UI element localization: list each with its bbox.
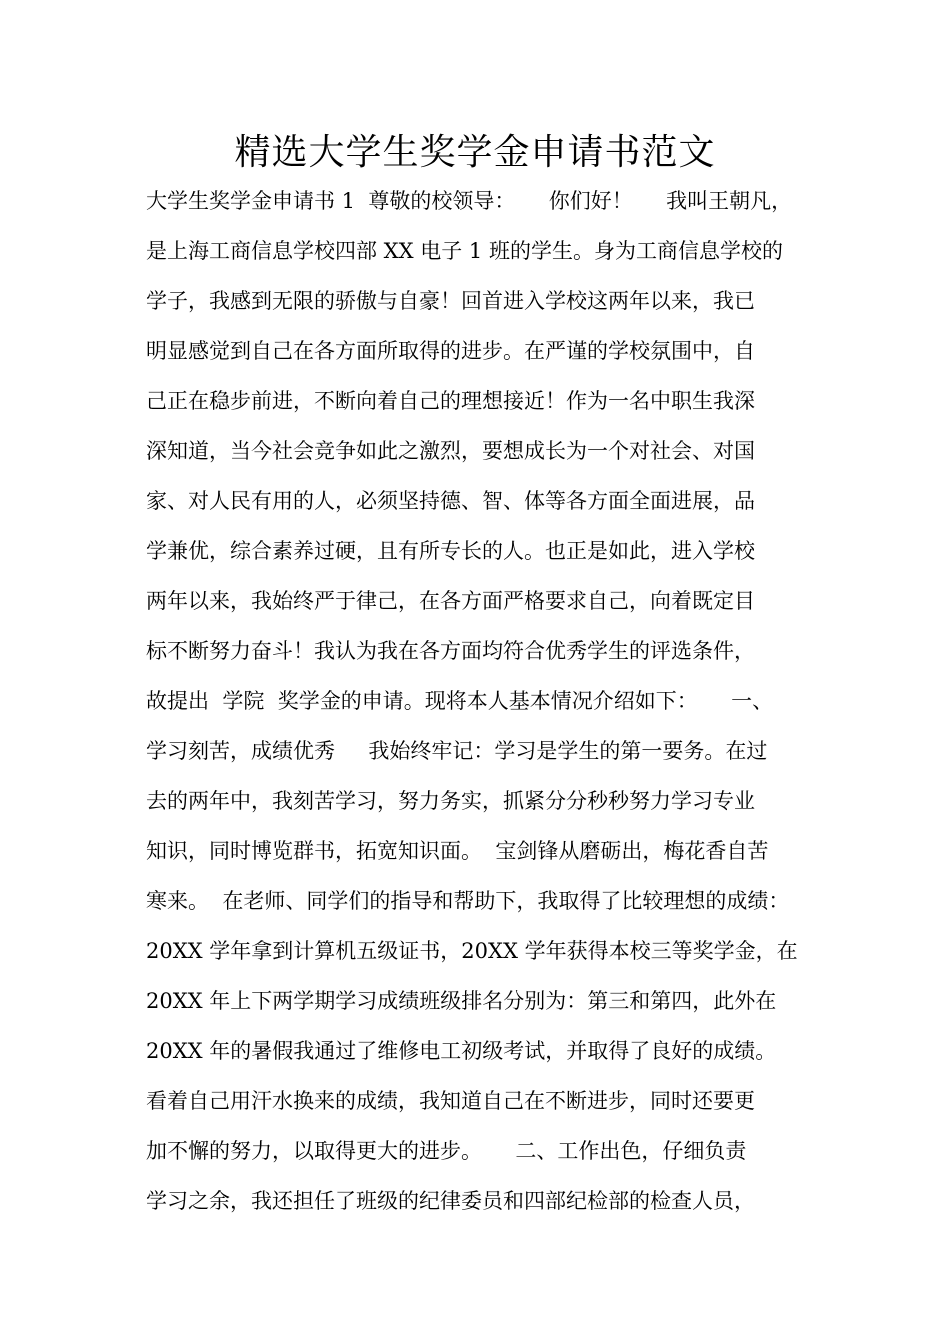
body-line: 学习之余，我还担任了班级的纪律委员和四部纪检部的检查人员， <box>146 1189 755 1213</box>
body-line: 深知道，当今社会竞争如此之激烈，要想成长为一个对社会、对国 <box>146 439 755 463</box>
body-line: 学习刻苦，成绩优秀 我始终牢记：学习是学生的第一要务。在过 <box>146 739 768 763</box>
body-line: 看着自己用汗水换来的成绩，我知道自己在不断进步，同时还要更 <box>146 1089 755 1113</box>
body-line: 寒来。 在老师、同学们的指导和帮助下，我取得了比较理想的成绩： <box>146 889 790 913</box>
body-line: 是上海工商信息学校四部 XX 电子 1 班的学生。身为工商信息学校的 <box>146 239 783 263</box>
document-title: 精选大学生奖学金申请书范文 <box>234 132 716 173</box>
document-body <box>146 176 836 1226</box>
body-line: 知识，同时博览群书，拓宽知识面。 宝剑锋从磨砺出，梅花香自苦 <box>146 839 769 863</box>
body-line: 明显感觉到自己在各方面所取得的进步。在严谨的学校氛围中，自 <box>146 339 755 363</box>
body-line: 家、对人民有用的人，必须坚持德、智、体等各方面全面进展，品 <box>146 489 755 513</box>
body-line: 20XX 年上下两学期学习成绩班级排名分别为：第三和第四，此外在 <box>146 989 777 1013</box>
body-line: 两年以来，我始终严于律己，在各方面严格要求自己，向着既定目 <box>146 589 755 613</box>
body-line: 学子，我感到无限的骄傲与自豪！回首进入学校这两年以来，我已 <box>146 289 755 313</box>
body-line: 学兼优，综合素养过硬，且有所专长的人。也正是如此，进入学校 <box>146 539 755 563</box>
body-line: 20XX 学年拿到计算机五级证书，20XX 学年获得本校三等奖学金，在 <box>146 939 798 963</box>
body-line: 20XX 年的暑假我通过了维修电工初级考试，并取得了良好的成绩。 <box>146 1039 777 1063</box>
body-line: 标不断努力奋斗！我认为我在各方面均符合优秀学生的评选条件， <box>146 639 755 663</box>
body-line: 己正在稳步前进，不断向着自己的理想接近！作为一名中职生我深 <box>146 389 755 413</box>
body-line: 故提出 学院 奖学金的申请。现将本人基本情况介绍如下： 一、 <box>146 689 774 713</box>
body-line: 大学生奖学金申请书 1 尊敬的校领导： 你们好！ 我叫王朝凡， <box>146 189 793 213</box>
body-line: 加不懈的努力，以取得更大的进步。 二、工作出色，仔细负责 <box>146 1139 747 1163</box>
body-line: 去的两年中，我刻苦学习，努力务实，抓紧分分秒秒努力学习专业 <box>146 789 755 813</box>
